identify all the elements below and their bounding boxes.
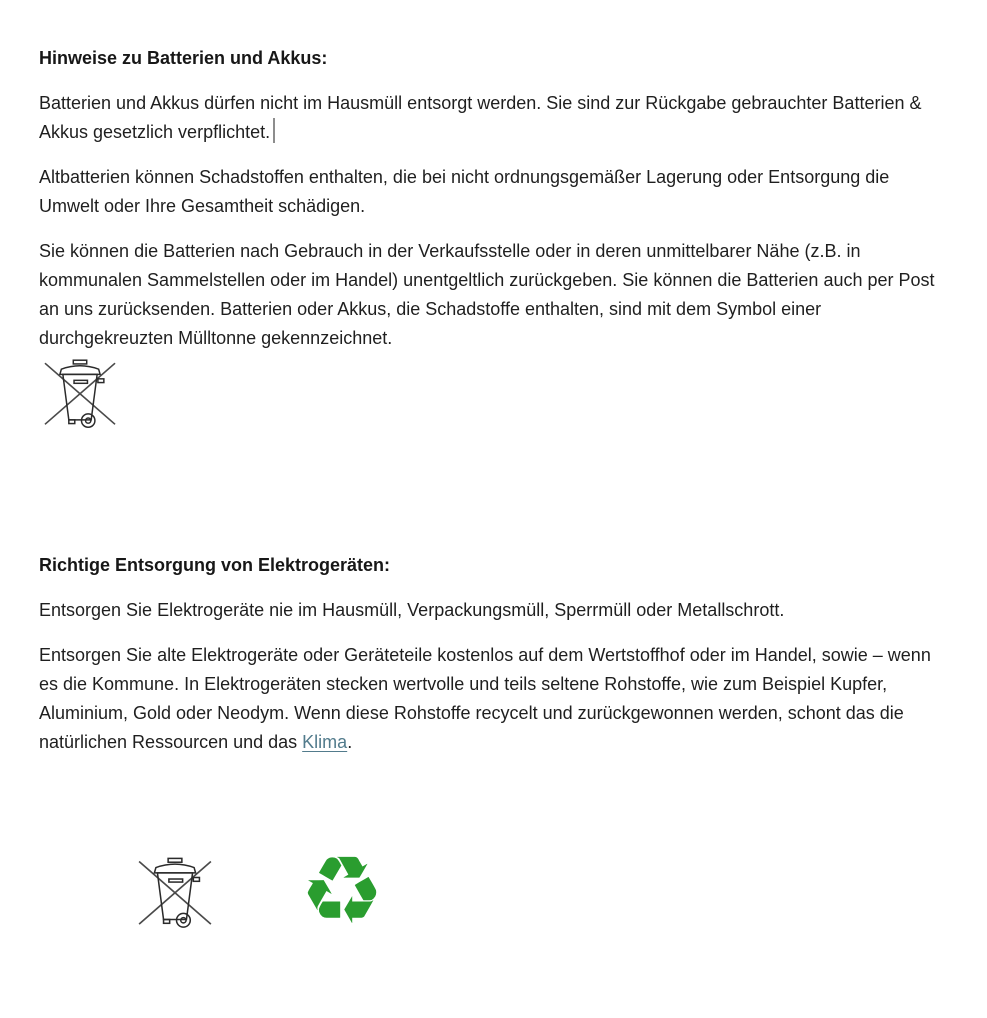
crossed-out-bin-icon — [39, 353, 121, 433]
crossed-out-bin-icon — [133, 851, 217, 933]
recycling-icon — [299, 837, 385, 946]
battery-paragraph-harmful-substances: Altbatterien können Schadstoffen enthalten, die bei nicht ordnungsgemäßer Lagerung oder Entsorgung die Umwelt oder Ihre Gesamtheit schädigen. — [39, 167, 890, 216]
battery-section-heading: Hinweise zu Batterien und Akkus: — [39, 48, 328, 68]
text-caret — [273, 118, 275, 143]
electronics-paragraph-never-household-waste: Entsorgen Sie Elektrogeräte nie im Hausmüll, Verpackungsmüll, Sperrmüll oder Metallschrott. — [39, 600, 785, 620]
electronics-paragraph-2-text: Entsorgen Sie alte Elektrogeräte oder Geräteteile kostenlos auf dem Wertstoffhof oder im Handel, sowie – wenn es die Kommune. In Elektrogeräten stecken wertvolle und teils seltene Rohstoffe, wie zum Beispiel Kupfer, Aluminium, Gold oder Neodym. Wenn diese Rohstoffe recycelt und zurückgewonnen werden, schont das die natürlichen Ressourcen und das — [39, 645, 931, 752]
disposal-symbols-row — [133, 837, 947, 946]
battery-paragraph-1-text: Batterien und Akkus dürfen nicht im Hausmüll entsorgt werden. Sie sind zur Rückgabe gebrauchter Batterien & Akkus gesetzlich verpflichtet. — [39, 93, 922, 142]
electronics-paragraph-recycling — [39, 641, 945, 757]
recycling-glyph: ♻ — [299, 837, 385, 946]
battery-notice-section — [39, 44, 947, 433]
electronics-paragraph-2-period: . — [347, 732, 353, 752]
klima-link[interactable]: Klima — [302, 732, 348, 752]
battery-paragraph-return-options: Sie können die Batterien nach Gebrauch in der Verkaufsstelle oder in deren unmittelbarer Nähe (z.B. in kommunalen Sammelstellen oder im Handel) unentgeltlich zurückgeben. Sie können die Batterien auch per Post an uns zurücksenden. Batterien oder Akkus, die Schadstoffe enthalten, sind mit dem Symbol einer durchgekreuzten Mülltonne gekennzeichnet. — [39, 241, 935, 348]
electronics-disposal-section — [39, 551, 947, 946]
electronics-section-heading: Richtige Entsorgung von Elektrogeräten: — [39, 555, 391, 575]
battery-paragraph-return-obligation — [39, 89, 945, 147]
